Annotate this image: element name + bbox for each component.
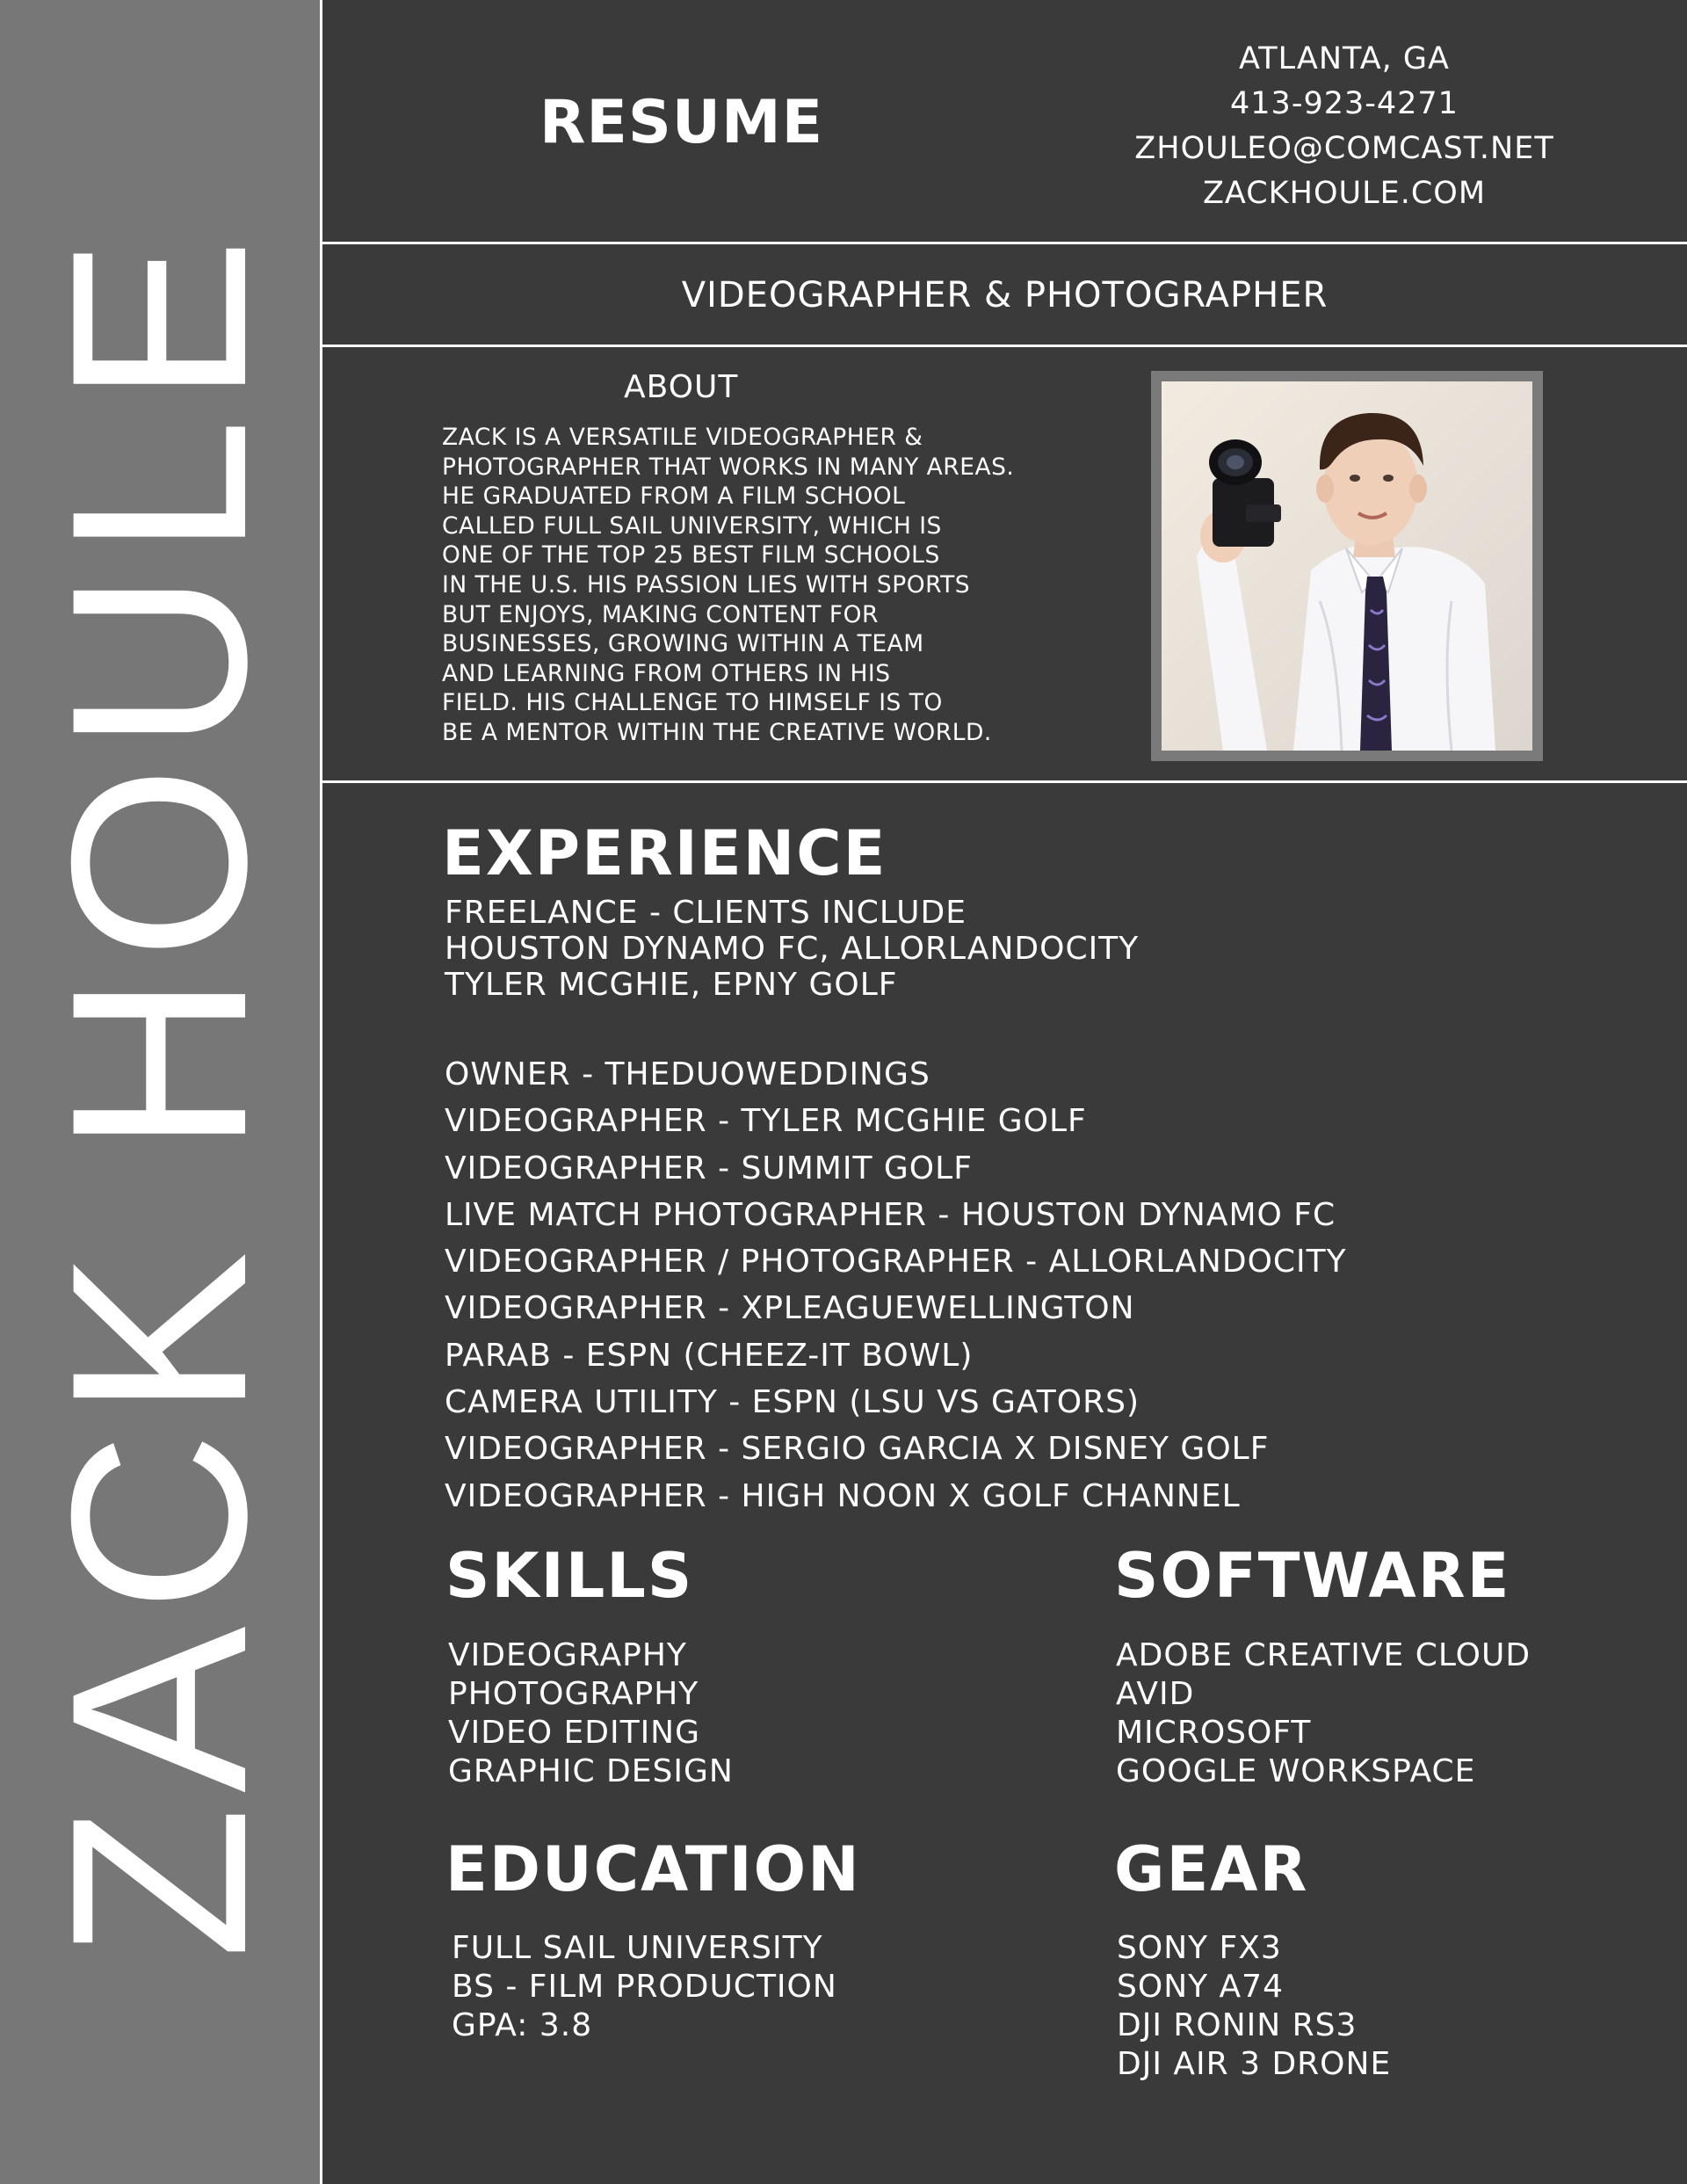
software-heading: SOFTWARE: [1114, 1540, 1511, 1612]
education-list: [452, 1929, 837, 2045]
experience-intro-line: HOUSTON DYNAMO FC, ALLORLANDOCITY: [445, 931, 1140, 967]
gear-heading: GEAR: [1114, 1833, 1309, 1905]
role-divider: [320, 345, 1687, 347]
contact-info: [1081, 37, 1608, 216]
resume-title: RESUME: [539, 88, 824, 157]
vertical-divider: [320, 0, 322, 2184]
contact-website[interactable]: ZACKHOULE.COM: [1202, 176, 1487, 211]
gear-item: SONY A74: [1117, 1969, 1284, 2005]
contact-location: ATLANTA, GA: [1239, 41, 1450, 76]
skills-heading: SKILLS: [445, 1540, 694, 1612]
experience-item: VIDEOGRAPHER - HIGH NOON X GOLF CHANNEL: [445, 1477, 1241, 1514]
about-line: AND LEARNING FROM OTHERS IN HIS: [442, 659, 891, 687]
experience-item: VIDEOGRAPHER - SUMMIT GOLF: [445, 1150, 973, 1186]
skill-item: PHOTOGRAPHY: [448, 1676, 699, 1712]
about-heading: ABOUT: [624, 369, 739, 405]
education-heading: EDUCATION: [445, 1833, 861, 1905]
software-item: GOOGLE WORKSPACE: [1116, 1753, 1476, 1789]
profile-photo: [1162, 381, 1532, 751]
experience-intro: [445, 895, 1139, 1003]
profile-photo-frame: [1151, 371, 1543, 761]
education-item: BS - FILM PRODUCTION: [452, 1969, 837, 2005]
experience-item: VIDEOGRAPHER - TYLER MCGHIE GOLF: [445, 1103, 1087, 1140]
experience-item: VIDEOGRAPHER - SERGIO GARCIA X DISNEY GOLF: [445, 1431, 1270, 1468]
about-text: [442, 423, 1057, 748]
experience-item: CAMERA UTILITY - ESPN (LSU VS GATORS): [445, 1384, 1140, 1421]
contact-phone: 413-923-4271: [1230, 86, 1459, 121]
software-item: ADOBE CREATIVE CLOUD: [1116, 1637, 1531, 1673]
experience-item: PARAB - ESPN (CHEEZ-IT BOWL): [445, 1337, 974, 1374]
experience-intro-line: FREELANCE - CLIENTS INCLUDE: [445, 895, 967, 931]
about-line: BE A MENTOR WITHIN THE CREATIVE WORLD.: [442, 718, 992, 746]
about-line: ONE OF THE TOP 25 BEST FILM SCHOOLS: [442, 541, 940, 570]
experience-item: OWNER - THEDUOWEDDINGS: [445, 1056, 930, 1092]
role-title: VIDEOGRAPHER & PHOTOGRAPHER: [681, 275, 1329, 316]
about-line: FIELD. HIS CHALLENGE TO HIMSELF IS TO: [442, 689, 943, 717]
software-list: [1116, 1636, 1531, 1791]
about-line: PHOTOGRAPHER THAT WORKS IN MANY AREAS.: [442, 453, 1015, 481]
skills-list: [448, 1636, 734, 1791]
contact-email[interactable]: ZHOULEO@COMCAST.NET: [1134, 131, 1554, 166]
experience-heading: EXPERIENCE: [442, 817, 887, 889]
experience-item: VIDEOGRAPHER - XPLEAGUEWELLINGTON: [445, 1290, 1135, 1327]
skill-item: VIDEO EDITING: [448, 1715, 701, 1751]
about-line: IN THE U.S. HIS PASSION LIES WITH SPORTS: [442, 570, 971, 599]
gear-list: [1117, 1929, 1391, 2084]
software-item: MICROSOFT: [1116, 1715, 1312, 1751]
sidebar: [0, 0, 320, 2184]
about-line: CALLED FULL SAIL UNIVERSITY, WHICH IS: [442, 512, 942, 540]
experience-item: VIDEOGRAPHER / PHOTOGRAPHER - ALLORLANDOCITY: [445, 1244, 1347, 1281]
header-divider: [320, 242, 1687, 244]
experience-jobs: [445, 1051, 1347, 1520]
education-item: GPA: 3.8: [452, 2007, 593, 2043]
gear-item: DJI RONIN RS3: [1117, 2007, 1358, 2043]
education-item: FULL SAIL UNIVERSITY: [452, 1930, 823, 1966]
skill-item: VIDEOGRAPHY: [448, 1637, 687, 1673]
gear-item: SONY FX3: [1117, 1930, 1282, 1966]
about-line: HE GRADUATED FROM A FILM SCHOOL: [442, 483, 906, 511]
about-line: BUT ENJOYS, MAKING CONTENT FOR: [442, 600, 879, 628]
sidebar-name: ZACK HOULE: [20, 223, 299, 1960]
about-line: ZACK IS A VERSATILE VIDEOGRAPHER &: [442, 424, 923, 451]
software-item: AVID: [1116, 1676, 1195, 1712]
about-divider: [320, 780, 1687, 783]
experience-item: LIVE MATCH PHOTOGRAPHER - HOUSTON DYNAMO FC: [445, 1196, 1336, 1233]
skill-item: GRAPHIC DESIGN: [448, 1753, 734, 1789]
about-line: BUSINESSES, GROWING WITHIN A TEAM: [442, 630, 924, 658]
gear-item: DJI AIR 3 DRONE: [1117, 2046, 1392, 2082]
experience-intro-line: TYLER MCGHIE, EPNY GOLF: [445, 967, 898, 1003]
